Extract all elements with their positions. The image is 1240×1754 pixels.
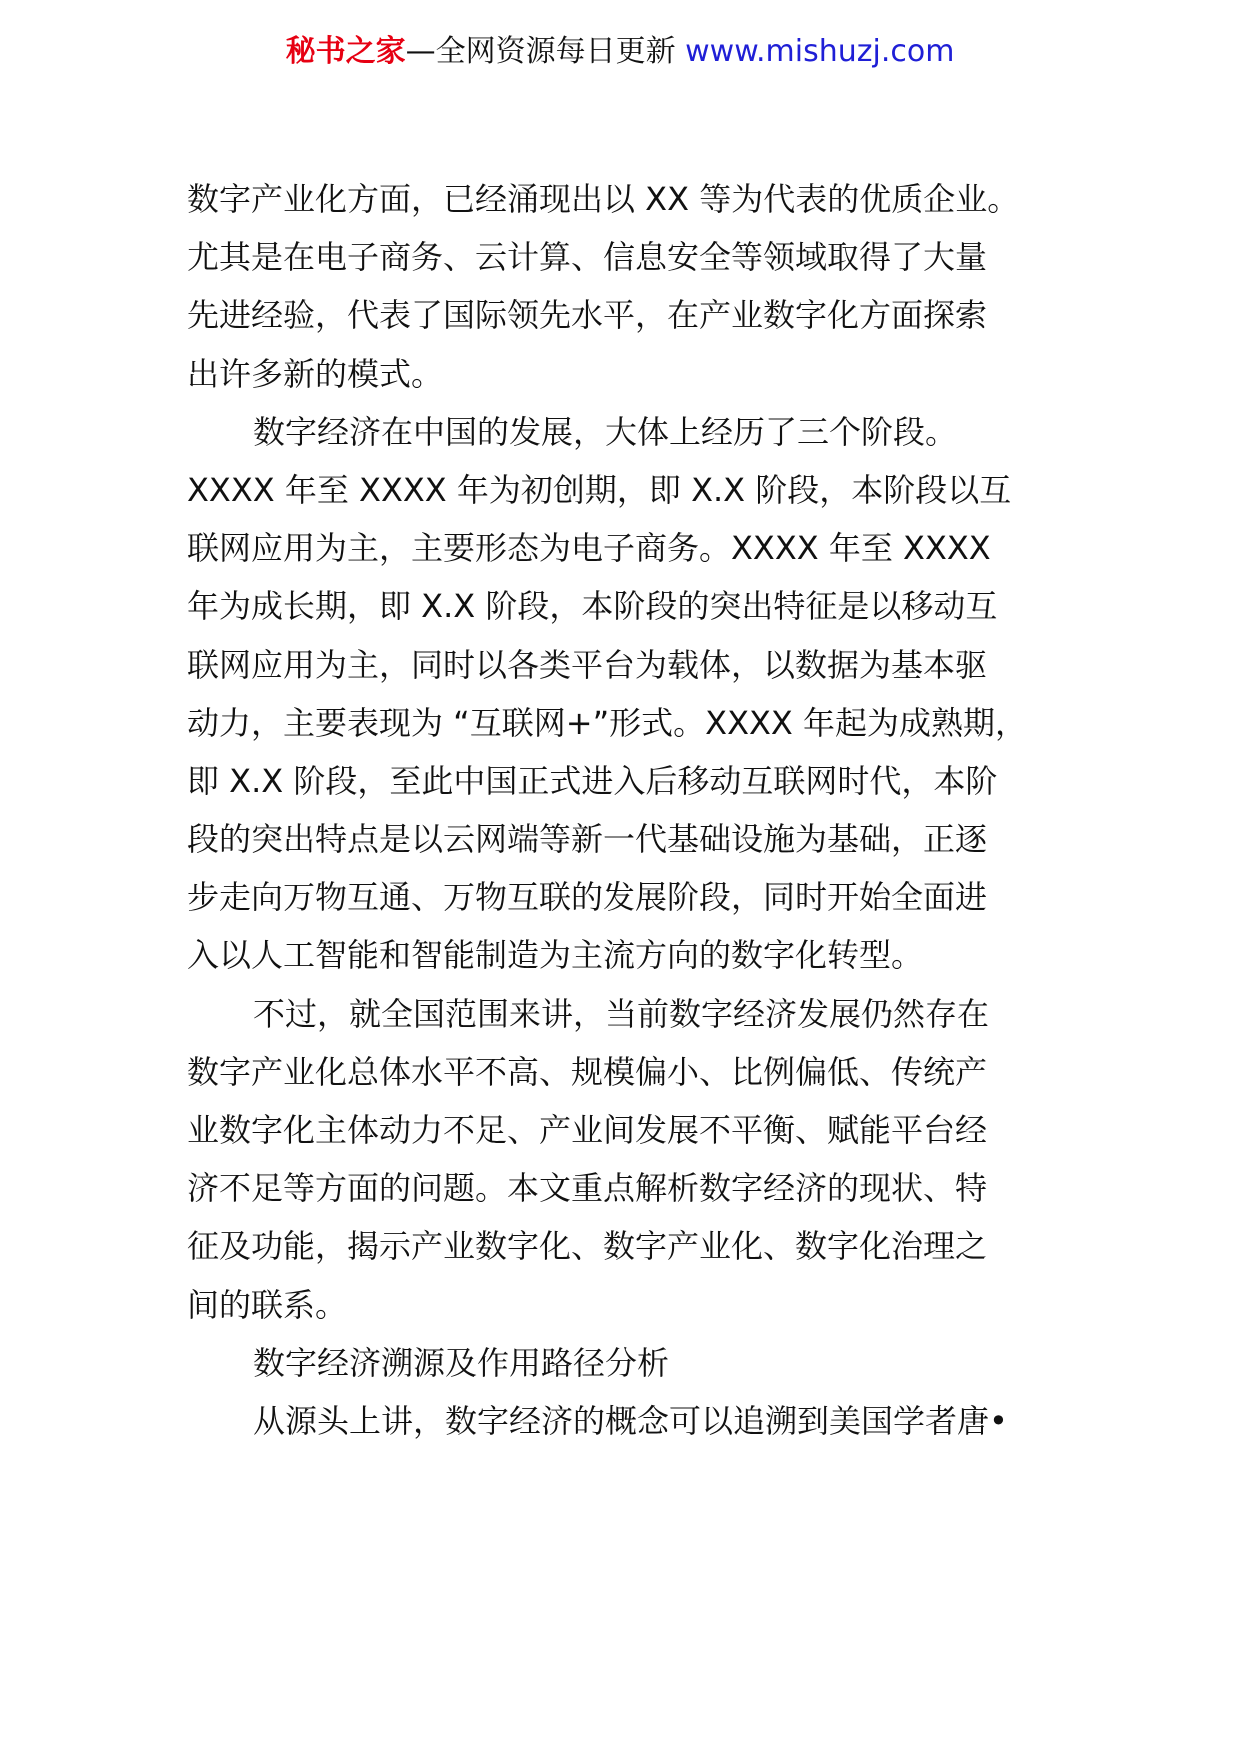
site-url-link[interactable]: www.mishuzj.com [685,34,955,69]
paragraph-start-line: 不过，就全国范围来讲，当前数字经济发展仍然存在 [253,994,990,1033]
text-line: 动力，主要表现为 “互联网+”形式。XXXX 年起为成熟期， [187,703,1028,742]
text-line: 步走向万物互通、万物互联的发展阶段，同时开始全面进 [187,878,988,917]
text-line: 先进经验，代表了国际领先水平，在产业数字化方面探索 [187,296,988,335]
text-line: 业数字化主体动力不足、产业间发展不平衡、赋能平台经 [187,1111,988,1149]
text-line: 出许多新的模式。 [187,354,444,393]
paragraph-start-line: 数字经济在中国的发展，大体上经历了三个阶段。 [253,412,958,451]
text-line: 联网应用为主，同时以各类平台为载体，以数据为基本驱 [187,645,988,684]
text-line: 入以人工智能和智能制造为主流方向的数字化转型。 [187,936,924,975]
text-line: 数字产业化总体水平不高、规模偏小、比例偏低、传统产 [187,1052,988,1091]
text-line: 数字产业化方面，已经涌现出以 XX 等为代表的优质企业。 [187,180,1020,218]
site-tagline: —全网资源每日更新 [405,34,676,69]
text-line: 尤其是在电子商务、云计算、信息安全等领域取得了大量 [187,238,988,277]
text-line: 段的突出特点是以云网端等新一代基础设施为基础，正逐 [187,820,988,859]
text-line: 联网应用为主，主要形态为电子商务。XXXX 年至 XXXX [187,529,991,568]
text-line: 年为成长期，即 X.X 阶段，本阶段的突出特征是以移动互 [187,587,998,626]
document-body [187,170,1077,1450]
text-line: 间的联系。 [187,1285,348,1324]
paragraph-start-line: 从源头上讲，数字经济的概念可以追溯到美国学者唐• [253,1401,1008,1440]
text-line: XXXX 年至 XXXX 年为初创期，即 X.X 阶段，本阶段以互 [187,470,1012,509]
page-header [0,28,1240,76]
site-brand: 秘书之家 [285,34,406,69]
section-heading: 数字经济溯源及作用路径分析 [253,1343,670,1382]
text-line: 济不足等方面的问题。本文重点解析数字经济的现状、特 [187,1169,988,1208]
text-line: 即 X.X 阶段，至此中国正式进入后移动互联网时代，本阶 [187,761,998,800]
text-line: 征及功能，揭示产业数字化、数字产业化、数字化治理之 [187,1227,988,1266]
